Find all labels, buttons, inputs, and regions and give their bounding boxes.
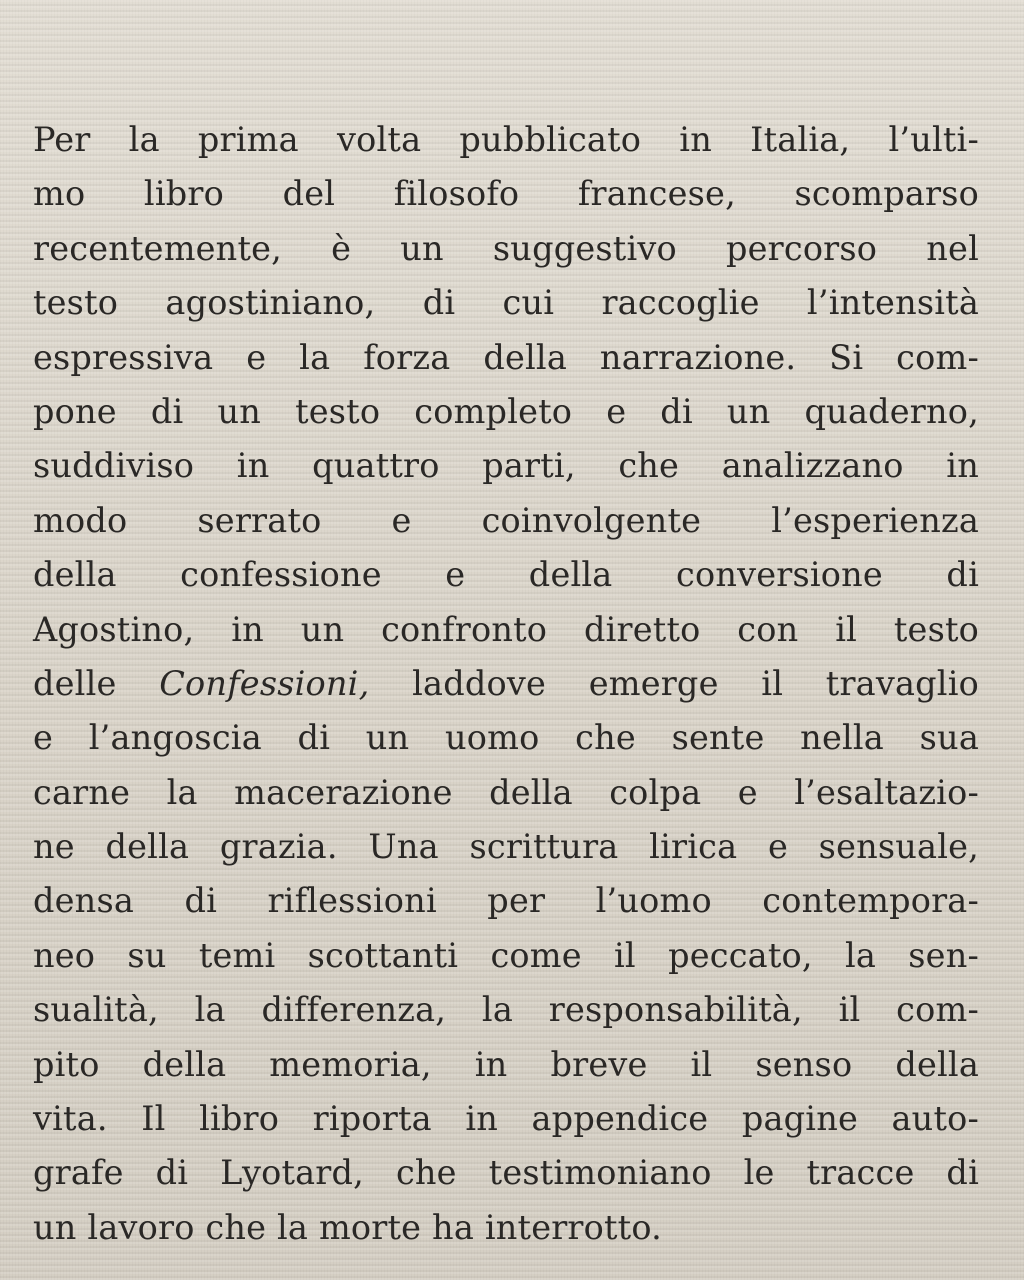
text-line: testo agostiniano, di cui raccoglie l’intensità <box>33 283 979 323</box>
text-line: pito della memoria, in breve il senso della <box>33 1044 979 1084</box>
text-line: Agostino, in un confronto diretto con il testo <box>33 609 979 649</box>
text-line: grafe di Lyotard, che testimoniano le tracce di <box>33 1153 979 1193</box>
text-line: delle Confessioni, laddove emerge il travaglio <box>33 663 979 703</box>
text-line: modo serrato e coinvolgente l’esperienza <box>33 500 979 540</box>
text-line-last: un lavoro che la morte ha interrotto. <box>33 1207 662 1247</box>
text-line: densa di riflessioni per l’uomo contempora- <box>33 881 979 921</box>
text-line: sualità, la differenza, la responsabilità, il com- <box>33 990 979 1030</box>
text-line: ne della grazia. Una scrittura lirica e sensuale, <box>33 827 979 867</box>
text-line: pone di un testo completo e di un quaderno, <box>33 391 979 431</box>
text-line: neo su temi scottanti come il peccato, la sen- <box>33 935 979 975</box>
text-line: e l’angoscia di un uomo che sente nella sua <box>33 718 979 758</box>
text-line: carne la macerazione della colpa e l’esaltazio- <box>33 772 979 812</box>
book-title-italic: Confessioni, <box>159 663 370 703</box>
text-line: della confessione e della conversione di <box>33 555 979 595</box>
text-line: espressiva e la forza della narrazione. Si com- <box>33 337 979 377</box>
text-line: recentemente, è un suggestivo percorso nel <box>33 228 979 268</box>
text-line: suddiviso in quattro parti, che analizzano in <box>33 446 979 486</box>
body-paragraph <box>33 113 979 1255</box>
text-line: Per la prima volta pubblicato in Italia, l’ulti- <box>33 120 979 159</box>
text-line: vita. Il libro riporta in appendice pagine auto- <box>33 1099 979 1139</box>
text-line: mo libro del filosofo francese, scomparso <box>33 174 979 214</box>
